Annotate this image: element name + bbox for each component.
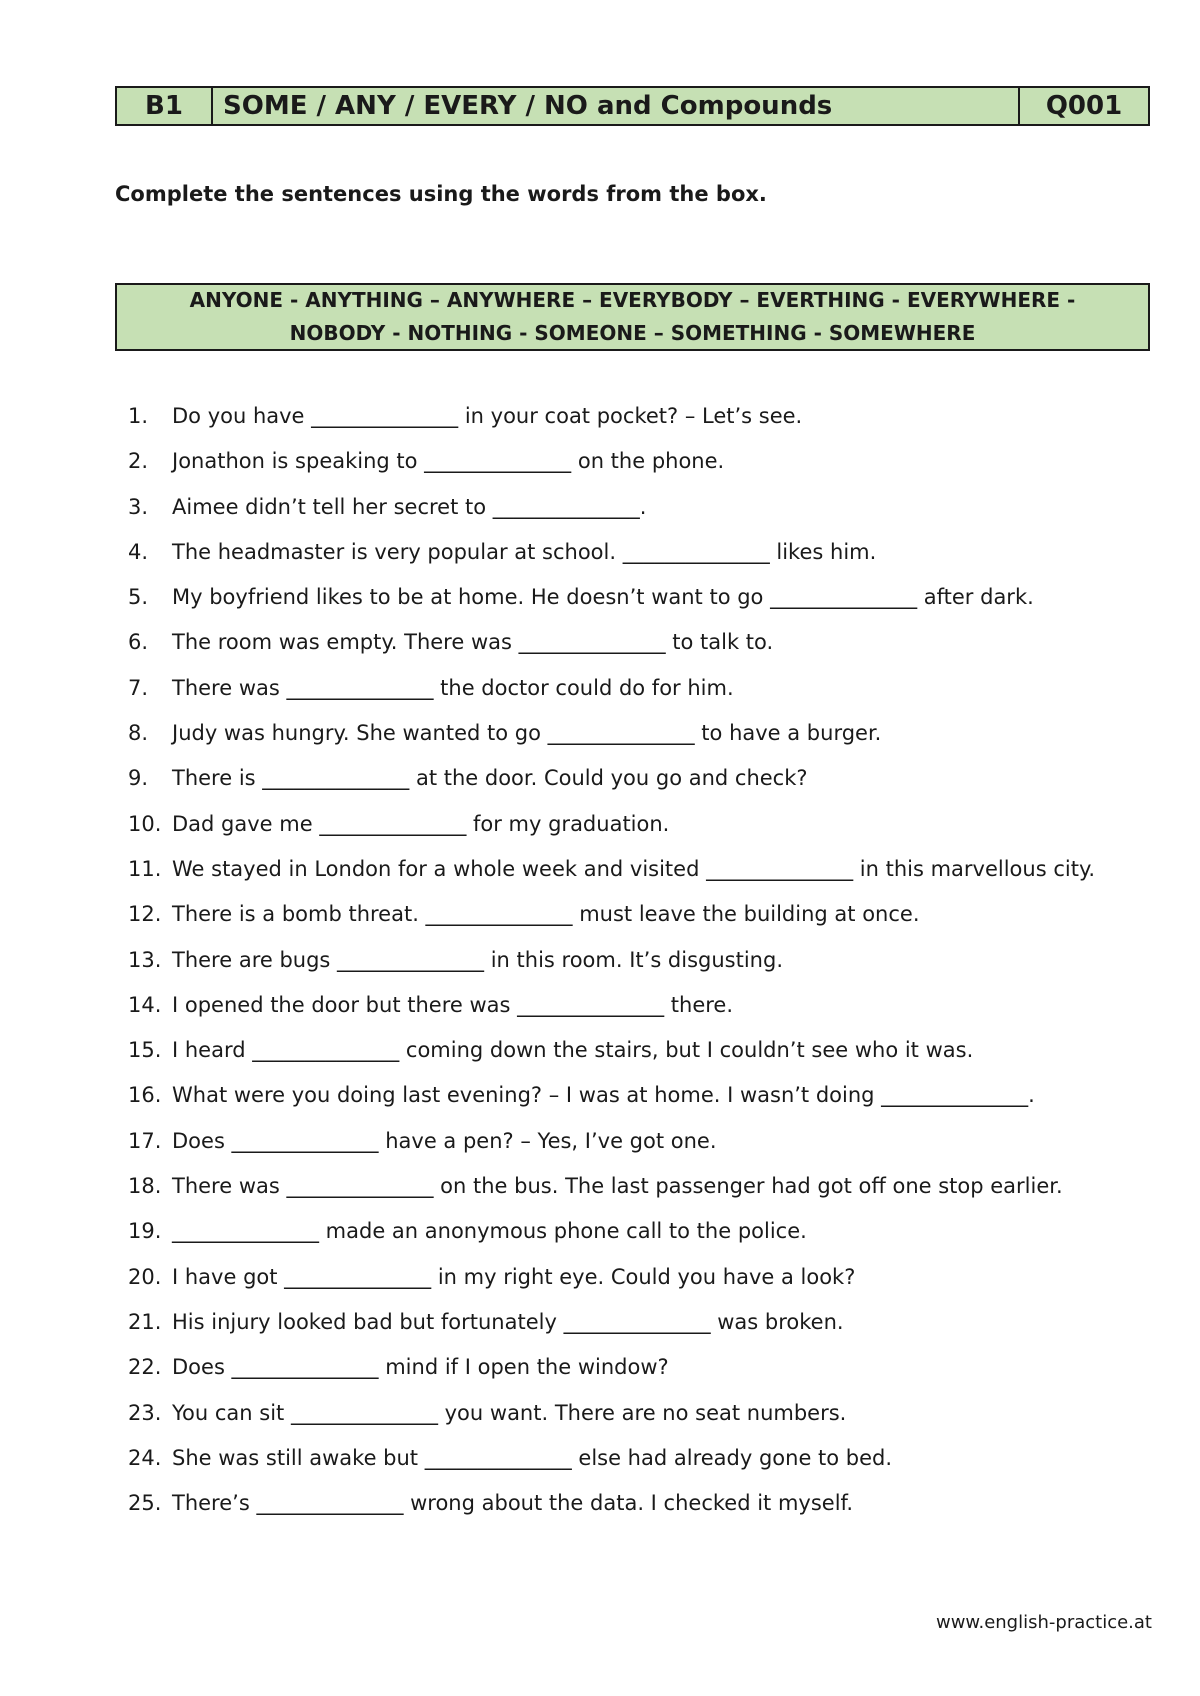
question-text: There’s ______________ wrong about the data. I checked it myself. [172, 1491, 854, 1516]
question-item [0, 1261, 1200, 1306]
question-number: 15. [128, 1038, 162, 1063]
question-text: There is a bomb threat. ______________ must leave the building at once. [172, 902, 920, 927]
question-number: 6. [128, 630, 149, 655]
question-text: Does ______________ mind if I open the window? [172, 1355, 669, 1380]
question-item [0, 1170, 1200, 1215]
question-number: 9. [128, 766, 149, 791]
question-list [0, 400, 1200, 1532]
question-item [0, 944, 1200, 989]
question-item [0, 445, 1200, 490]
question-number: 20. [128, 1264, 162, 1289]
question-item [0, 491, 1200, 536]
question-item [0, 853, 1200, 898]
question-text: I heard ______________ coming down the stairs, but I couldn’t see who it was. [172, 1038, 974, 1063]
question-text: My boyfriend likes to be at home. He doesn’t want to go ______________ after dark. [172, 585, 1034, 610]
level-label: B1 [117, 88, 213, 124]
question-text: Dad gave me ______________ for my graduation. [172, 811, 670, 836]
question-number: 19. [128, 1219, 162, 1244]
question-item [0, 1397, 1200, 1442]
question-text: Do you have ______________ in your coat pocket? – Let’s see. [172, 404, 803, 428]
question-text: There was ______________ the doctor could do for him. [172, 675, 734, 700]
question-text: There is ______________ at the door. Could you go and check? [172, 766, 808, 791]
question-text: ______________ made an anonymous phone call to the police. [172, 1219, 807, 1244]
question-number: 8. [128, 721, 149, 746]
question-number: 10. [128, 811, 162, 836]
question-number: 14. [128, 992, 162, 1017]
question-item [0, 717, 1200, 762]
footer-url: www.english-practice.at [935, 1612, 1152, 1633]
word-box-line-1: ANYONE - ANYTHING – ANYWHERE – EVERYBODY – EVERTHING - EVERYWHERE - [189, 288, 1076, 312]
word-box [115, 283, 1150, 351]
question-number: 16. [128, 1083, 162, 1108]
question-number: 2. [128, 449, 149, 474]
question-item [0, 762, 1200, 807]
question-text: What were you doing last evening? – I was at home. I wasn’t doing ______________. [172, 1083, 1035, 1108]
question-item [0, 1034, 1200, 1079]
question-number: 17. [128, 1128, 162, 1153]
question-item [0, 581, 1200, 626]
question-number: 1. [128, 404, 149, 428]
question-text: I have got ______________ in my right eye. Could you have a look? [172, 1264, 856, 1289]
question-item [0, 1125, 1200, 1170]
question-number: 24. [128, 1445, 162, 1470]
question-item [0, 808, 1200, 853]
question-number: 23. [128, 1400, 162, 1425]
question-number: 25. [128, 1491, 162, 1516]
question-text: Does ______________ have a pen? – Yes, I’ve got one. [172, 1128, 717, 1153]
question-number: 7. [128, 675, 149, 700]
worksheet-title: SOME / ANY / EVERY / NO and Compounds [213, 88, 1020, 124]
question-text: Judy was hungry. She wanted to go ______________ to have a burger. [172, 721, 882, 746]
question-item [0, 898, 1200, 943]
question-number: 12. [128, 902, 162, 927]
question-text: There are bugs ______________ in this room. It’s disgusting. [172, 947, 783, 972]
question-number: 11. [128, 856, 162, 881]
question-item [0, 989, 1200, 1034]
question-number: 4. [128, 539, 149, 564]
question-number: 5. [128, 585, 149, 610]
question-item [0, 1442, 1200, 1487]
question-number: 3. [128, 494, 149, 519]
word-box-line-2: NOBODY - NOTHING - SOMEONE – SOMETHING - SOMEWHERE [289, 321, 976, 345]
question-number: 22. [128, 1355, 162, 1380]
question-text: The room was empty. There was ______________ to talk to. [172, 630, 774, 655]
question-text: She was still awake but ______________ else had already gone to bed. [172, 1445, 893, 1470]
question-item [0, 536, 1200, 581]
question-number: 21. [128, 1309, 162, 1334]
question-text: The headmaster is very popular at school. ______________ likes him. [172, 539, 877, 564]
question-number: 13. [128, 947, 162, 972]
question-text: I opened the door but there was ______________ there. [172, 992, 734, 1017]
question-text: Jonathon is speaking to ______________ on the phone. [172, 449, 725, 474]
question-item [0, 1079, 1200, 1124]
question-item [0, 1215, 1200, 1260]
question-text: We stayed in London for a whole week and visited ______________ in this marvellous city. [172, 856, 1096, 881]
worksheet-code: Q001 [1045, 91, 1123, 121]
question-item [0, 626, 1200, 671]
question-number: 18. [128, 1174, 162, 1199]
instruction-text: Complete the sentences using the words from the box. [115, 182, 767, 206]
question-item [0, 1306, 1200, 1351]
question-item [0, 1487, 1200, 1532]
question-item [0, 400, 1200, 445]
question-item [0, 672, 1200, 717]
question-text: There was ______________ on the bus. The last passenger had got off one stop earlier. [172, 1174, 1063, 1199]
question-text: You can sit ______________ you want. There are no seat numbers. [172, 1400, 847, 1425]
worksheet-header [115, 86, 1150, 126]
question-text: His injury looked bad but fortunately ______________ was broken. [172, 1309, 844, 1334]
question-text: Aimee didn’t tell her secret to ______________. [172, 494, 647, 519]
question-item [0, 1351, 1200, 1396]
